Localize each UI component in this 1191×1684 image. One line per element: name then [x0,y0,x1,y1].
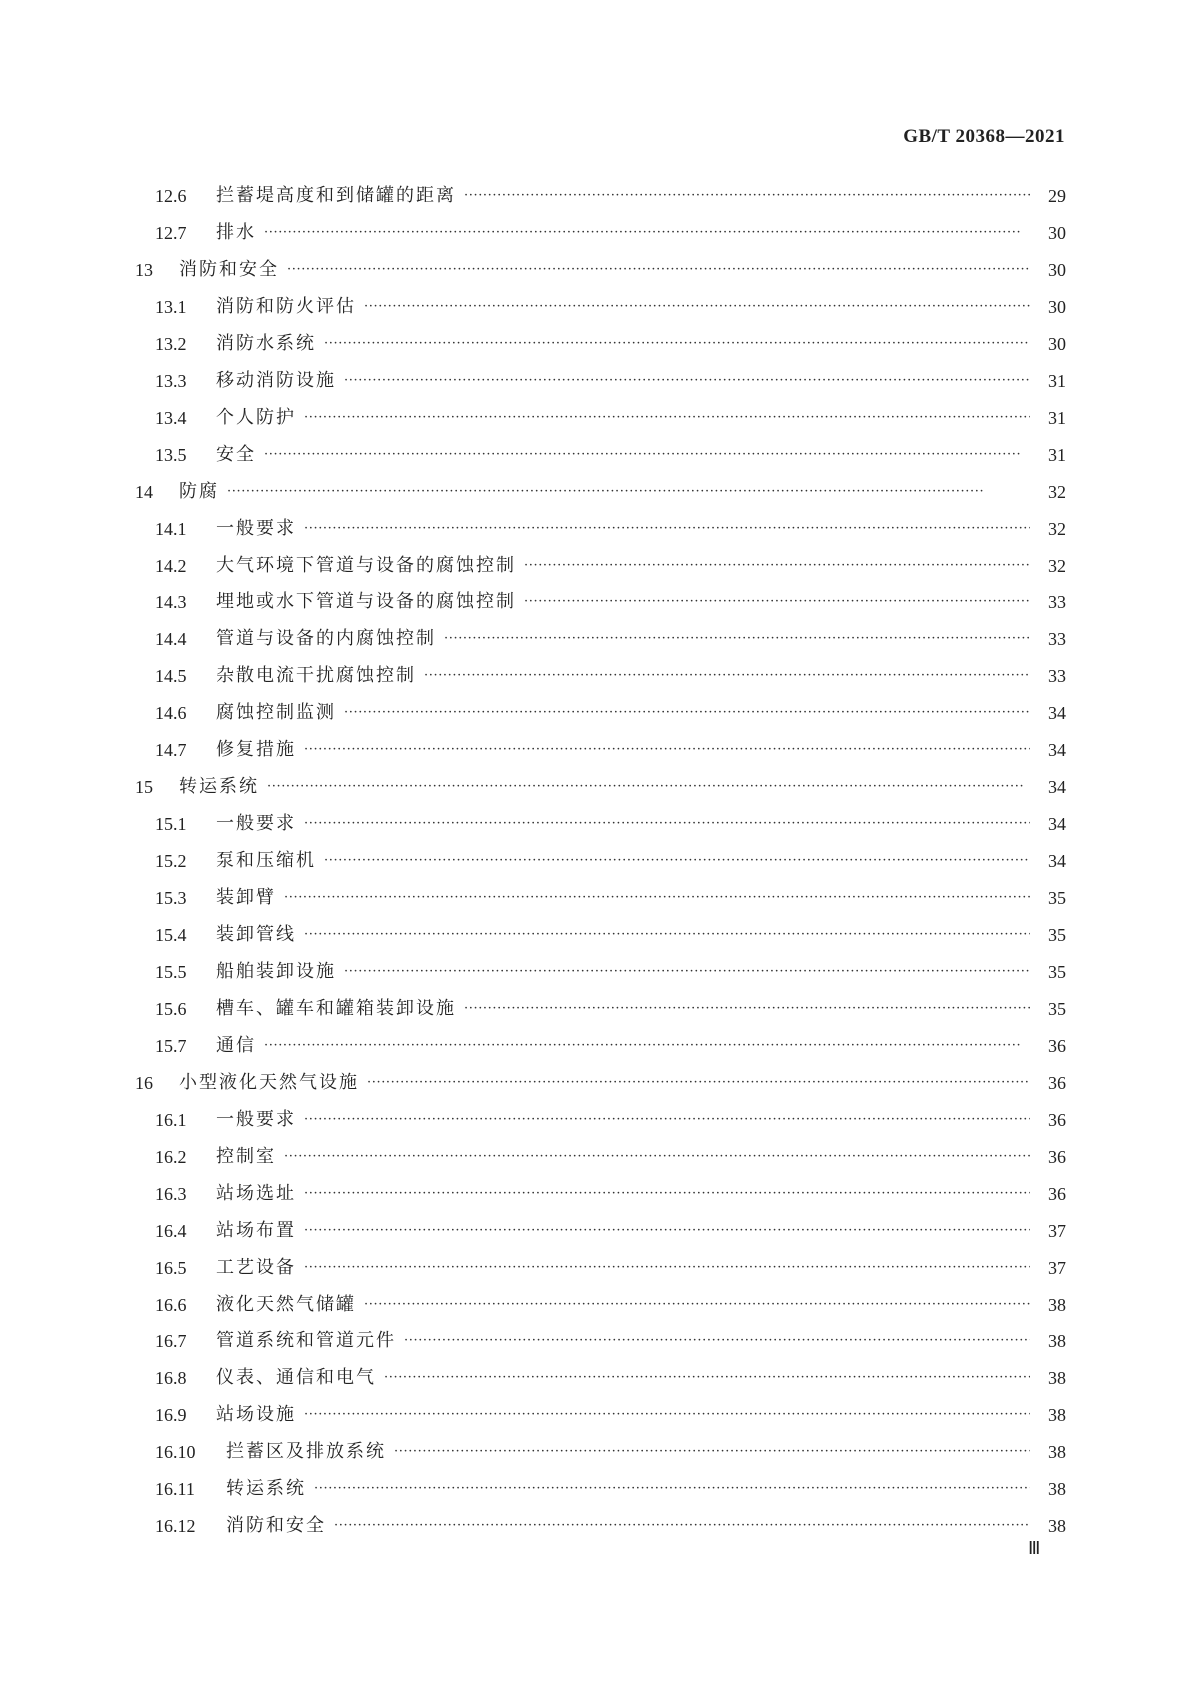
toc-leader-dots [344,363,1030,399]
toc-section-title: 装卸管线 [216,924,296,945]
toc-leader-dots [384,1360,1030,1396]
toc-entry[interactable] [0,621,1191,657]
toc-section-title: 转运系统 [179,776,259,798]
toc-section-title: 站场设施 [216,1404,296,1426]
toc-section-number: 16.10 [155,1442,196,1463]
toc-leader-dots [424,658,1030,694]
toc-section-number: 15 [135,777,153,798]
toc-section-number: 13.3 [155,370,187,391]
toc-page-number: 36 [1048,1072,1066,1093]
toc-entry[interactable] [0,1360,1191,1396]
toc-entry[interactable] [0,1434,1191,1470]
toc-page-number: 30 [1048,296,1066,317]
toc-section-number: 14.6 [155,703,187,724]
toc-leader-dots [324,326,1030,362]
toc-section-title: 一般要求 [216,813,296,835]
toc-section-title: 一般要求 [216,517,296,539]
toc-leader-dots [304,400,1030,436]
toc-section-number: 16.11 [155,1479,195,1500]
toc-entry[interactable] [0,1287,1191,1323]
toc-section-number: 14.3 [155,592,187,613]
toc-section-number: 15.3 [155,888,187,909]
toc-leader-dots [304,732,1030,768]
toc-section-title: 消防和防火评估 [216,295,356,317]
toc-section-number: 15.6 [155,998,187,1019]
toc-section-number: 16 [135,1072,153,1093]
toc-leader-dots [334,1508,1030,1544]
toc-section-title: 杂散电流干扰腐蚀控制 [216,665,416,687]
toc-page-number: 38 [1048,1368,1066,1389]
toc-entry[interactable] [0,437,1191,473]
toc-section-number: 16.5 [155,1257,187,1278]
toc-leader-dots [524,548,1030,584]
toc-section-number: 13.1 [155,296,187,317]
toc-entry[interactable] [0,843,1191,879]
toc-leader-dots [227,474,1030,510]
toc-page-number: 32 [1048,518,1066,539]
toc-section-title: 大气环境下管道与设备的腐蚀控制 [216,554,516,576]
toc-leader-dots [394,1434,1030,1470]
toc-page-number: 34 [1048,703,1066,724]
toc-section-number: 13 [135,259,153,280]
toc-section-title: 消防和安全 [226,1515,326,1537]
page-number: Ⅲ [1028,1538,1041,1558]
toc-entry[interactable] [0,511,1191,547]
toc-section-number: 16.9 [155,1405,187,1426]
toc-entry[interactable] [0,806,1191,842]
toc-page-number: 38 [1048,1479,1066,1500]
toc-section-number: 15.1 [155,814,187,835]
toc-page-number: 34 [1048,740,1066,761]
toc-entry[interactable] [0,1250,1191,1286]
toc-entry[interactable] [0,658,1191,694]
toc-entry[interactable] [0,769,1191,805]
toc-section-number: 15.5 [155,961,187,982]
toc-leader-dots [304,1102,1030,1138]
toc-entry[interactable] [0,474,1191,510]
toc-section-number: 14.5 [155,666,187,687]
toc-section-title: 拦蓄区及排放系统 [226,1441,386,1463]
toc-section-number: 15.2 [155,851,187,872]
toc-page-number: 37 [1048,1220,1066,1241]
toc-page-number: 29 [1048,186,1066,206]
toc-page-number: 30 [1048,222,1066,243]
toc-section-number: 16.6 [155,1294,187,1315]
toc-section-number: 14.4 [155,629,187,650]
toc-page-number: 36 [1048,1146,1066,1167]
toc-page-number: 36 [1048,1035,1066,1056]
toc-page-number: 38 [1048,1442,1066,1463]
toc-entry[interactable] [0,1213,1191,1249]
toc-entry[interactable] [0,917,1191,953]
toc-entry[interactable] [0,178,1191,214]
toc-entry[interactable] [0,1397,1191,1433]
toc-page-number: 31 [1048,407,1066,428]
toc-section-title: 管道与设备的内腐蚀控制 [216,628,436,650]
toc-page-number: 33 [1048,629,1066,650]
toc-page-number: 38 [1048,1294,1066,1315]
toc-page-number: 36 [1048,1183,1066,1204]
toc-entry[interactable] [0,1323,1191,1359]
toc-section-title: 个人防护 [216,406,296,428]
toc-entry[interactable] [0,363,1191,399]
standard-number-header: GB/T 20368—2021 [903,126,1065,147]
toc-leader-dots [264,215,1030,251]
toc-page-number: 30 [1048,333,1066,354]
toc-leader-dots [304,1250,1030,1286]
toc-page-number: 34 [1048,851,1066,872]
toc-section-number: 13.4 [155,407,187,428]
toc-section-number: 16.3 [155,1183,187,1204]
toc-leader-dots [444,621,1030,657]
toc-section-number: 16.1 [155,1109,187,1130]
toc-page-number: 34 [1048,814,1066,835]
toc-section-title: 站场选址 [216,1182,296,1204]
toc-page-number: 30 [1048,259,1066,280]
toc-entry[interactable] [0,1471,1191,1507]
toc-page-number: 38 [1048,1331,1066,1352]
toc-section-title: 船舶装卸设施 [216,960,336,982]
toc-section-title: 拦蓄堤高度和到储罐的距离 [216,185,456,206]
toc-entry[interactable] [0,954,1191,990]
toc-section-title: 站场布置 [216,1219,296,1241]
toc-section-title: 工艺设备 [216,1256,296,1278]
toc-section-number: 14 [135,481,153,502]
toc-section-number: 12.6 [155,186,187,206]
toc-section-title: 装卸臂 [216,887,276,909]
toc-section-number: 14.1 [155,518,187,539]
toc-entry[interactable] [0,732,1191,768]
toc-leader-dots [364,1287,1030,1323]
toc-section-title: 防腐 [179,480,219,502]
toc-leader-dots [304,511,1030,547]
toc-entry[interactable] [0,1176,1191,1212]
toc-entry[interactable] [0,400,1191,436]
toc-entry[interactable] [0,326,1191,362]
toc-section-title: 一般要求 [216,1108,296,1130]
toc-entry[interactable] [0,215,1191,251]
toc-leader-dots [264,437,1030,473]
toc-section-title: 埋地或水下管道与设备的腐蚀控制 [216,591,516,613]
toc-leader-dots [267,769,1030,805]
toc-page-number: 35 [1048,925,1066,945]
toc-section-title: 液化天然气储罐 [216,1293,356,1315]
toc-page-number: 36 [1048,1109,1066,1130]
toc-entry[interactable] [0,1065,1191,1101]
toc-leader-dots [524,584,1030,620]
toc-leader-dots [304,917,1030,953]
toc-section-title: 仪表、通信和电气 [216,1367,376,1389]
toc-section-title: 通信 [216,1034,256,1056]
toc-section-number: 16.8 [155,1368,187,1389]
toc-page-number: 32 [1048,481,1066,502]
toc-entry[interactable] [0,1028,1191,1064]
toc-section-title: 管道系统和管道元件 [216,1330,396,1352]
toc-section-number: 16.7 [155,1331,187,1352]
toc-leader-dots [304,806,1030,842]
toc-page-number: 33 [1048,666,1066,687]
toc-section-title: 小型液化天然气设施 [179,1071,359,1093]
toc-section-number: 15.7 [155,1035,187,1056]
toc-leader-dots [304,1397,1030,1433]
toc-leader-dots [464,991,1030,1027]
toc-leader-dots [344,695,1030,731]
toc-section-title: 控制室 [216,1145,276,1167]
toc-section-title: 腐蚀控制监测 [216,702,336,724]
toc-page-number: 34 [1048,777,1066,798]
toc-page-number: 38 [1048,1516,1066,1537]
toc-leader-dots [264,1028,1030,1064]
toc-section-number: 14.2 [155,555,187,576]
toc-entry[interactable] [0,1139,1191,1175]
toc-leader-dots [284,1139,1030,1175]
toc-section-title: 排水 [216,221,256,243]
toc-leader-dots [367,1065,1030,1101]
toc-section-title: 泵和压缩机 [216,850,316,872]
toc-leader-dots [284,880,1030,916]
toc-section-title: 消防水系统 [216,332,316,354]
toc-section-number: 15.4 [155,925,187,945]
toc-leader-dots [464,178,1030,214]
toc-leader-dots [364,289,1030,325]
toc-entry[interactable] [0,289,1191,325]
toc-page-number: 31 [1048,444,1066,465]
toc-page-number: 32 [1048,555,1066,576]
toc-section-number: 12.7 [155,222,187,243]
toc-entry[interactable] [0,1102,1191,1138]
toc-leader-dots [404,1323,1030,1359]
toc-section-title: 消防和安全 [179,258,279,280]
toc-section-title: 槽车、罐车和罐箱装卸设施 [216,997,456,1019]
toc-entry[interactable] [0,991,1191,1027]
toc-entry[interactable] [0,695,1191,731]
toc-section-title: 安全 [216,443,256,465]
toc-section-number: 13.5 [155,444,187,465]
toc-entry[interactable] [0,252,1191,288]
toc-page-number: 38 [1048,1405,1066,1426]
toc-section-title: 转运系统 [226,1478,306,1500]
toc-leader-dots [314,1471,1030,1507]
toc-page-number: 33 [1048,592,1066,613]
toc-page-number: 35 [1048,998,1066,1019]
toc-leader-dots [324,843,1030,879]
toc-page-number: 35 [1048,888,1066,909]
toc-leader-dots [304,1213,1030,1249]
toc-section-title: 移动消防设施 [216,369,336,391]
toc-section-number: 16.12 [155,1516,196,1537]
toc-entry[interactable] [0,548,1191,584]
toc-leader-dots [287,252,1030,288]
toc-section-number: 16.4 [155,1220,187,1241]
toc-section-number: 13.2 [155,333,187,354]
toc-leader-dots [304,1176,1030,1212]
toc-page-number: 31 [1048,370,1066,391]
toc-page-number: 37 [1048,1257,1066,1278]
toc-entry[interactable] [0,880,1191,916]
toc-section-number: 16.2 [155,1146,187,1167]
toc-section-number: 14.7 [155,740,187,761]
toc-entry[interactable] [0,1508,1191,1544]
toc-leader-dots [344,954,1030,990]
toc-page-number: 35 [1048,961,1066,982]
toc-entry[interactable] [0,584,1191,620]
toc-section-title: 修复措施 [216,739,296,761]
